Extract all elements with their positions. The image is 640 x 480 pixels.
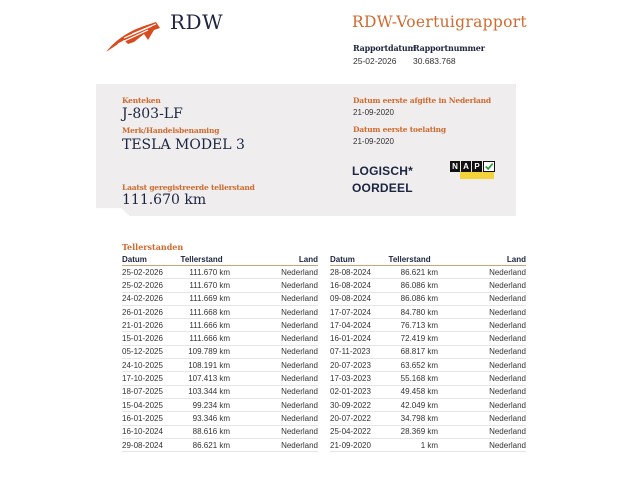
- reading-odometer: 111.670 km: [181, 279, 235, 292]
- reading-date: 21-01-2026: [122, 319, 181, 332]
- table-row: [122, 266, 318, 279]
- reading-date: 17-04-2024: [330, 319, 389, 332]
- reading-odometer: 111.668 km: [181, 305, 235, 318]
- table-row: [330, 425, 526, 438]
- reading-odometer: 49.458 km: [389, 385, 443, 398]
- table-row: [122, 345, 318, 358]
- nap-badge: [450, 161, 494, 181]
- table-row: [330, 292, 526, 305]
- reading-date: 24-02-2026: [122, 292, 181, 305]
- reading-country: Nederland: [442, 279, 526, 292]
- check-icon: [483, 161, 495, 172]
- col-odometer: Tellerstand: [181, 254, 235, 266]
- col-country: Land: [442, 254, 526, 266]
- reading-odometer: 111.669 km: [181, 292, 235, 305]
- table-row: [330, 305, 526, 318]
- verdict-line-1: LOGISCH*: [352, 164, 413, 178]
- report-date-value: 25-02-2026: [353, 56, 397, 66]
- reading-date: 28-08-2024: [330, 266, 389, 279]
- table-row: [330, 372, 526, 385]
- reading-date: 25-02-2026: [122, 279, 181, 292]
- table-row: [122, 319, 318, 332]
- reading-date: 15-01-2026: [122, 332, 181, 345]
- reading-date: 25-02-2026: [122, 266, 181, 279]
- reading-date: 16-10-2024: [122, 425, 181, 438]
- reading-country: Nederland: [442, 398, 526, 411]
- reading-country: Nederland: [234, 412, 318, 425]
- odometer-label: Laatst geregistreerde tellerstand: [122, 183, 255, 192]
- reading-date: 15-04-2025: [122, 398, 181, 411]
- reading-odometer: 86.086 km: [389, 292, 443, 305]
- reading-country: Nederland: [442, 438, 526, 451]
- plate-value: J-803-LF: [122, 106, 183, 122]
- reading-country: Nederland: [442, 372, 526, 385]
- reading-country: Nederland: [234, 425, 318, 438]
- table-row: [330, 319, 526, 332]
- first-issue-nl-value: 21-09-2020: [353, 108, 394, 117]
- reading-country: Nederland: [442, 385, 526, 398]
- brand-name: RDW: [170, 10, 224, 34]
- reading-odometer: 109.789 km: [181, 345, 235, 358]
- reading-odometer: 107.413 km: [181, 372, 235, 385]
- table-row: [122, 279, 318, 292]
- reading-country: Nederland: [234, 359, 318, 372]
- reading-odometer: 108.191 km: [181, 359, 235, 372]
- table-row: [330, 266, 526, 279]
- nap-letter-n: N: [450, 161, 460, 172]
- table-row: [330, 412, 526, 425]
- reading-country: Nederland: [234, 345, 318, 358]
- table-row: [122, 412, 318, 425]
- verdict-line-2: OORDEEL: [352, 181, 413, 195]
- reading-country: Nederland: [234, 332, 318, 345]
- table-row: [122, 372, 318, 385]
- reading-date: 16-08-2024: [330, 279, 389, 292]
- reading-odometer: 86.621 km: [389, 266, 443, 279]
- verdict: [352, 163, 413, 197]
- reading-country: Nederland: [442, 332, 526, 345]
- reading-date: 02-01-2023: [330, 385, 389, 398]
- reading-odometer: 1 km: [389, 438, 443, 451]
- reading-odometer: 84.780 km: [389, 305, 443, 318]
- reading-odometer: 86.621 km: [181, 438, 235, 451]
- table-row: [122, 438, 318, 451]
- reading-date: 18-07-2025: [122, 385, 181, 398]
- reading-odometer: 111.666 km: [181, 319, 235, 332]
- col-country: Land: [234, 254, 318, 266]
- col-odometer: Tellerstand: [389, 254, 443, 266]
- report-number-label: Rapportnummer: [413, 43, 485, 53]
- reading-date: 07-11-2023: [330, 345, 389, 358]
- make-label: Merk/Handelsbenaming: [122, 126, 220, 135]
- reading-odometer: 111.670 km: [181, 266, 235, 279]
- reading-date: 17-10-2025: [122, 372, 181, 385]
- table-row: [122, 425, 318, 438]
- reading-date: 17-03-2023: [330, 372, 389, 385]
- reading-country: Nederland: [442, 412, 526, 425]
- reading-odometer: 34.798 km: [389, 412, 443, 425]
- reading-date: 05-12-2025: [122, 345, 181, 358]
- first-issue-nl-label: Datum eerste afgifte in Nederland: [353, 96, 491, 105]
- report-date-label: Rapportdatum: [353, 43, 416, 53]
- make-value: TESLA MODEL 3: [122, 137, 245, 153]
- report-number-value: 30.683.768: [413, 56, 456, 66]
- reading-odometer: 93.346 km: [181, 412, 235, 425]
- reading-date: 20-07-2023: [330, 359, 389, 372]
- table-row: [330, 279, 526, 292]
- first-admission-label: Datum eerste toelating: [353, 125, 446, 134]
- reading-odometer: 28.369 km: [389, 425, 443, 438]
- table-row: [330, 385, 526, 398]
- reading-country: Nederland: [442, 345, 526, 358]
- reading-date: 20-07-2022: [330, 412, 389, 425]
- rdw-logo-icon: [104, 18, 164, 54]
- table-row: [122, 292, 318, 305]
- reading-date: 24-10-2025: [122, 359, 181, 372]
- report-number-block: [413, 43, 485, 66]
- reading-country: Nederland: [442, 359, 526, 372]
- table-row: [122, 359, 318, 372]
- table-row: [330, 345, 526, 358]
- nap-letter-a: A: [461, 161, 471, 172]
- reading-country: Nederland: [234, 292, 318, 305]
- reading-country: Nederland: [234, 372, 318, 385]
- reading-odometer: 111.666 km: [181, 332, 235, 345]
- table-header-row: [122, 254, 318, 266]
- reading-date: 09-08-2024: [330, 292, 389, 305]
- reading-country: Nederland: [234, 319, 318, 332]
- table-row: [330, 398, 526, 411]
- readings-table-right: [330, 254, 526, 452]
- reading-date: 26-01-2026: [122, 305, 181, 318]
- reading-odometer: 55.168 km: [389, 372, 443, 385]
- plate-label: Kenteken: [122, 96, 161, 105]
- reading-date: 16-01-2025: [122, 412, 181, 425]
- table-row: [122, 398, 318, 411]
- table-row: [122, 332, 318, 345]
- table-row: [330, 332, 526, 345]
- reading-country: Nederland: [442, 292, 526, 305]
- reading-odometer: 76.713 km: [389, 319, 443, 332]
- reading-date: 17-07-2024: [330, 305, 389, 318]
- nap-letter-p: P: [472, 161, 482, 172]
- reading-date: 21-09-2020: [330, 438, 389, 451]
- report-title: RDW-Voertuigrapport: [352, 13, 527, 31]
- readings-table-left: [122, 254, 318, 452]
- col-date: Datum: [330, 254, 389, 266]
- reading-odometer: 99.234 km: [181, 398, 235, 411]
- reading-odometer: 86.086 km: [389, 279, 443, 292]
- table-row: [122, 385, 318, 398]
- reading-odometer: 42.049 km: [389, 398, 443, 411]
- reading-country: Nederland: [234, 438, 318, 451]
- reading-odometer: 88.616 km: [181, 425, 235, 438]
- reading-country: Nederland: [234, 266, 318, 279]
- table-header-row: [330, 254, 526, 266]
- table-row: [330, 359, 526, 372]
- reading-odometer: 63.652 km: [389, 359, 443, 372]
- table-row: [330, 438, 526, 451]
- reading-country: Nederland: [234, 398, 318, 411]
- reading-country: Nederland: [234, 279, 318, 292]
- reading-date: 29-08-2024: [122, 438, 181, 451]
- table-row: [122, 305, 318, 318]
- reading-country: Nederland: [234, 305, 318, 318]
- odometer-value: 111.670 km: [122, 192, 207, 208]
- col-date: Datum: [122, 254, 181, 266]
- reading-country: Nederland: [442, 266, 526, 279]
- reading-date: 25-04-2022: [330, 425, 389, 438]
- reading-country: Nederland: [442, 305, 526, 318]
- reading-country: Nederland: [234, 385, 318, 398]
- reading-date: 16-01-2024: [330, 332, 389, 345]
- reading-odometer: 72.419 km: [389, 332, 443, 345]
- reading-country: Nederland: [442, 425, 526, 438]
- first-admission-value: 21-09-2020: [353, 137, 394, 146]
- report-date-block: [353, 43, 416, 66]
- reading-odometer: 68.817 km: [389, 345, 443, 358]
- reading-date: 30-09-2022: [330, 398, 389, 411]
- reading-odometer: 103.344 km: [181, 385, 235, 398]
- reading-country: Nederland: [442, 319, 526, 332]
- readings-title: Tellerstanden: [122, 242, 184, 252]
